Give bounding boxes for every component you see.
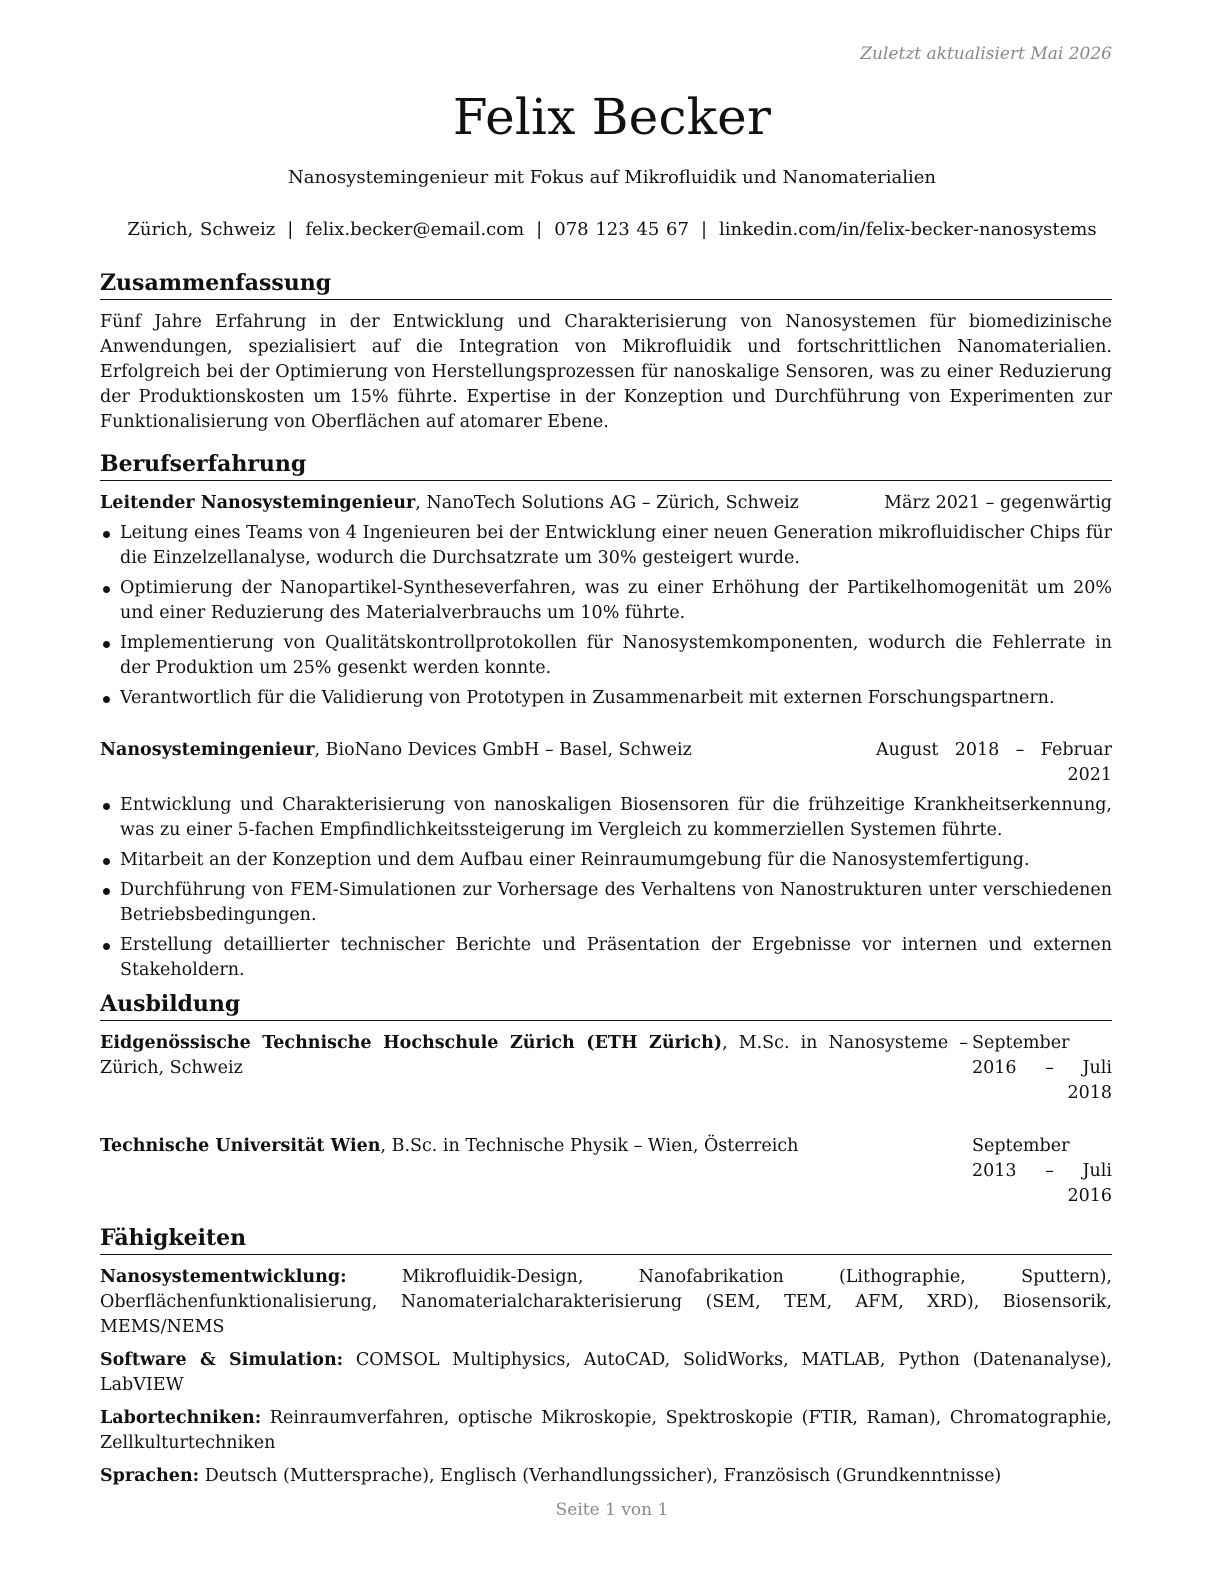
job-bullet: Erstellung detaillierter technischer Berichte und Präsentation der Ergebnisse vor internen und externen Stakeholdern. — [100, 933, 1112, 983]
skill-value: Deutsch (Muttersprache), Englisch (Verhandlungssicher), Französisch (Grundkenntnisse) — [199, 1466, 1002, 1486]
skill-line — [100, 1406, 1112, 1456]
skill-line — [100, 1464, 1112, 1489]
contact-phone: 078 123 45 67 — [554, 219, 689, 240]
job-bullet: Leitung eines Teams von 4 Ingenieuren bei der Entwicklung einer neuen Generation mikrofluidischer Chips für die Einzelzellanalyse, wodurch die Durchsatzrate um 30% gesteigert wurde. — [100, 521, 1112, 571]
skill-label: Sprachen: — [100, 1466, 200, 1486]
section-title-skills: Fähigkeiten — [100, 1223, 1112, 1255]
contact-separator: | — [536, 219, 543, 240]
education-detail: , B.Sc. in Technische Physik – Wien, Österreich — [380, 1136, 799, 1156]
skill-value: COMSOL Multiphysics, AutoCAD, SolidWorks, MATLAB, Python (Datenanalyse), LabVIEW — [100, 1350, 1112, 1395]
skill-value: Mikrofluidik-Design, Nanofabrikation (Lithographie, Sputtern), Oberflächenfunktionalisierung, Nanomaterialcharakterisierung (SEM, TEM, AFM, XRD), Biosensorik, MEMS/NEMS — [100, 1267, 1112, 1337]
job-company: , NanoTech Solutions AG – Zürich, Schweiz — [415, 493, 799, 513]
job-header — [100, 738, 1112, 788]
education-school: Eidgenössische Technische Hochschule Zürich (ETH Zürich) — [100, 1033, 723, 1053]
job-role: Nanosystemingenieur — [100, 740, 315, 760]
education-school: Technische Universität Wien — [100, 1136, 381, 1156]
job-header — [100, 491, 1112, 516]
skill-label: Nanosystementwicklung: — [100, 1267, 347, 1287]
job-role: Leitender Nanosystemingenieur — [100, 493, 416, 513]
section-title-experience: Berufserfahrung — [100, 449, 1112, 481]
section-title-education: Ausbildung — [100, 989, 1112, 1021]
headline: Nanosystemingenieur mit Fokus auf Mikrofluidik und Nanomaterialien — [288, 167, 936, 188]
section-title-summary: Zusammenfassung — [100, 268, 1112, 300]
contact-linkedin[interactable]: linkedin.com/in/felix-becker-nanosystems — [719, 219, 1097, 240]
education-entry — [100, 1134, 1112, 1209]
job-bullet: Verantwortlich für die Validierung von Prototypen in Zusammenarbeit mit externen Forschungspartnern. — [100, 686, 1112, 711]
job-bullets — [100, 793, 1112, 983]
education-title-line — [100, 1031, 972, 1106]
person-name: Felix Becker — [452, 88, 772, 146]
job-company: , BioNano Devices GmbH – Basel, Schweiz — [314, 740, 692, 760]
education-dates: September 2013 – Juli 2016 — [972, 1136, 1112, 1206]
job-bullet: Implementierung von Qualitätskontrollprotokollen für Nanosystemkomponenten, wodurch die Fehlerrate in der Produktion um 25% gesenkt werden konnte. — [100, 631, 1112, 681]
job-bullet: Mitarbeit an der Konzeption und dem Aufbau einer Reinraumumgebung für die Nanosystemfertigung. — [100, 848, 1112, 873]
skill-label: Labortechniken: — [100, 1408, 262, 1428]
last-updated: Zuletzt aktualisiert Mai 2026 — [860, 44, 1112, 64]
skill-value: Reinraumverfahren, optische Mikroskopie, Spektroskopie (FTIR, Raman), Chromatographie, Zellkulturtechniken — [100, 1408, 1112, 1453]
job-title-line — [100, 491, 884, 516]
job-bullets — [100, 521, 1112, 711]
job-dates: August 2018 – Februar 2021 — [876, 740, 1112, 785]
skill-label: Software & Simulation: — [100, 1350, 344, 1370]
summary-text: Fünf Jahre Erfahrung in der Entwicklung und Charakterisierung von Nanosystemen für biomedizinische Anwendungen, spezialisiert auf die Integration von Mikrofluidik und fortschrittlichen Nanomaterialien. Erfolgreich bei der Optimierung von Herstellungsprozessen für nanoskalige Sensoren, was zu einer Reduzierung der Produktionskosten um 15% führte. Expertise in der Konzeption und Durchführung von Experimenten zur Funktionalisierung von Oberflächen auf atomarer Ebene. — [100, 312, 1112, 432]
contact-location: Zürich, Schweiz — [127, 219, 276, 240]
job-bullet: Durchführung von FEM-Simulationen zur Vorhersage des Verhaltens von Nanostrukturen unter verschiedenen Betriebsbedingungen. — [100, 878, 1112, 928]
job-dates: März 2021 – gegenwärtig — [884, 493, 1112, 513]
education-dates: September 2016 – Juli 2018 — [972, 1033, 1112, 1103]
page-number: Seite 1 von 1 — [555, 1500, 669, 1520]
education-entry — [100, 1031, 1112, 1106]
job-bullet: Entwicklung und Charakterisierung von nanoskaligen Biosensoren für die frühzeitige Krankheitserkennung, was zu einer 5-fachen Empfindlichkeitssteigerung im Vergleich zu kommerziellen Systemen führte. — [100, 793, 1112, 843]
education-title-line — [100, 1134, 972, 1209]
contact-email[interactable]: felix.becker@email.com — [305, 219, 525, 240]
job-bullet: Optimierung der Nanopartikel-Syntheseverfahren, was zu einer Erhöhung der Partikelhomogenität um 20% und einer Reduzierung des Materialverbrauchs um 10% führte. — [100, 576, 1112, 626]
skill-line — [100, 1348, 1112, 1398]
job-title-line — [100, 738, 876, 763]
contact-separator: | — [287, 219, 294, 240]
skill-line — [100, 1265, 1112, 1340]
contact-line — [0, 219, 1224, 240]
resume-content — [100, 268, 1112, 1497]
job-entry — [100, 491, 1112, 711]
contact-separator: | — [700, 219, 708, 240]
education-detail: , M.Sc. in Nanosysteme – Zürich, Schweiz — [100, 1033, 969, 1078]
job-entry — [100, 738, 1112, 983]
